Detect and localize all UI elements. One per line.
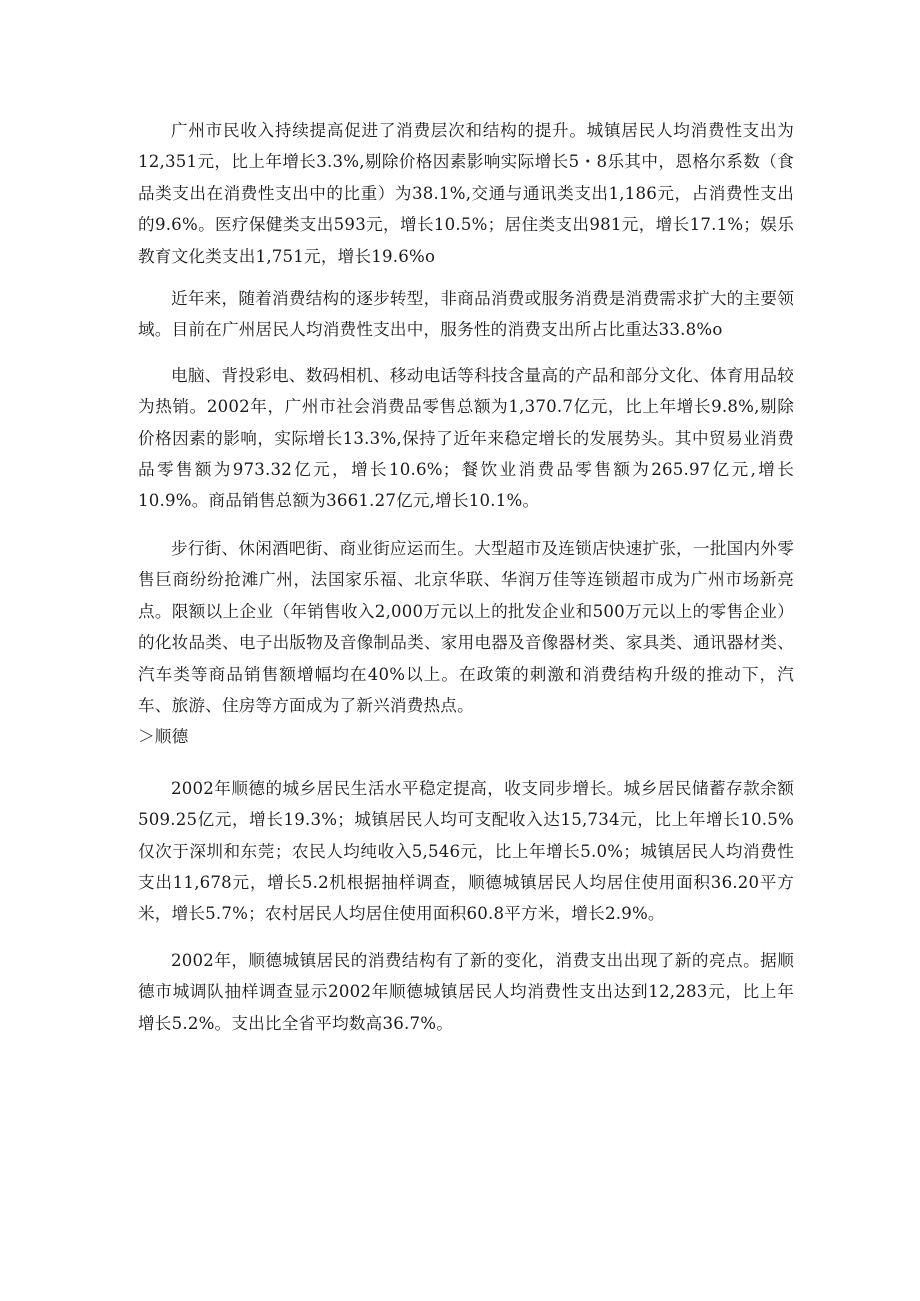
paragraph-consumption-structure: 广州市民收入持续提高促进了消费层次和结构的提升。城镇居民人均消费性支出为12,351元，比上年增长3.3%,剔除价格因素影响实际增长5・8乐其中，恩格尔系数（食品类支出在消费性支出中的比重）为38.1%,交通与通讯类支出1,186元，占消费性支出的9.6%。医疗保健类支出593元，增长10.5%；居住类支出981元，增长17.1%；娱乐教育文化类支出1,751元，增长19.6%o <box>138 121 794 266</box>
paragraph-shunde-consumption: 2002年，顺德城镇居民的消费结构有了新的变化，消费支出出现了新的亮点。据顺德市城调队抽样调查显示2002年顺德城镇居民人均消费性支出达到12,283元，比上年增长5.2%。支出比全省平均数高36.7%。 <box>138 950 794 1033</box>
paragraph-retail-sales: 电脑、背投彩电、数码相机、移动电话等科技含量高的产品和部分文化、体育用品较为热销。2002年，广州市社会消费品零售总额为1,370.7亿元，比上年增长9.8%,剔除价格因素的影响，实际增长13.3%,保持了近年来稳定增长的发展势头。其中贸易业消费品零售额为973.32亿元，增长10.6%；餐饮业消费品零售额为265.97亿元,增长10.9%。商品销售总额为3661.27亿元,增长10.1%。 <box>138 365 794 511</box>
document-page <box>138 115 794 1039</box>
paragraph-service-consumption: 近年来，随着消费结构的逐步转型，非商品消费或服务消费是消费需求扩大的主要领域。目前在广州居民人均消费性支出中，服务性的消费支出所占比重达33.8%o <box>138 289 794 340</box>
paragraph-commercial-streets: 步行街、休闲酒吧街、商业街应运而生。大型超市及连锁店快速扩张，一批国内外零售巨商纷纷抢滩广州，法国家乐福、北京华联、华润万佳等连锁超市成为广州市场新亮点。限额以上企业（年销售收入2,000万元以上的批发企业和500万元以上的零售企业）的化妆品类、电子出版物及音像制品类、家用电器及音像器材类、家具类、通讯器材类、汽车类等商品销售额增幅均在40%以上。在政策的刺激和消费结构升级的推动下，汽车、旅游、住房等方面成为了新兴消费热点。 <box>138 538 794 715</box>
paragraph-shunde-income: 2002年顺德的城乡居民生活水平稳定提高，收支同步增长。城乡居民储蓄存款余额509.25亿元，增长19.3%；城镇居民人均可支配收入达15,734元，比上年增长10.5%仅次于深圳和东莞；农民人均纯收入5,546元，比上年增长5.0%；城镇居民人均消费性支出11,678元，增长5.2机根据抽样调查，顺德城镇居民人均居住使用面积36.20平方米，增长5.7%；农村居民人均居住使用面积60.8平方米，增长2.9%。 <box>138 778 794 924</box>
section-heading-shunde: ＞顺德 <box>138 727 189 747</box>
